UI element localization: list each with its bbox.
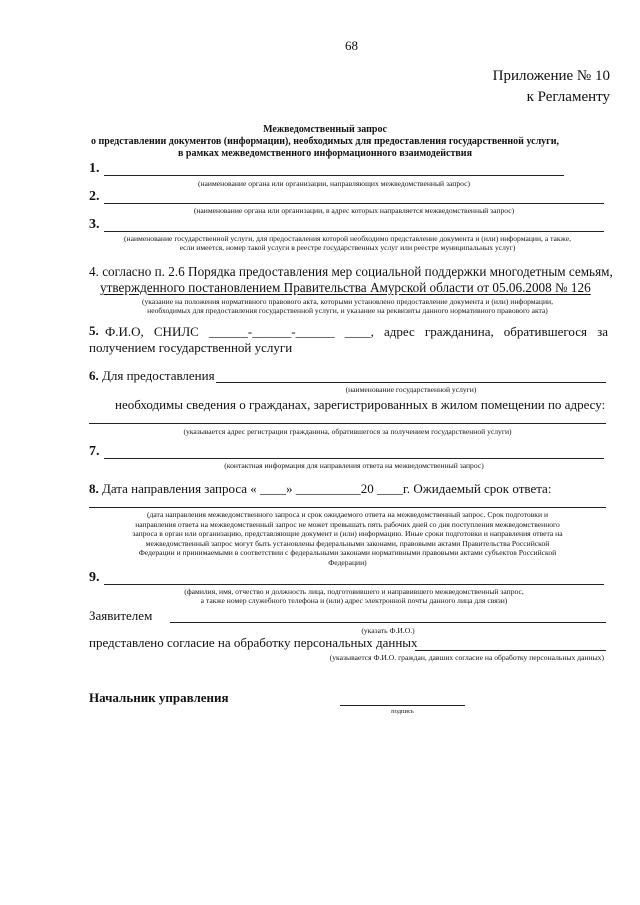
field7-line[interactable]: [104, 458, 604, 459]
field6-service-line[interactable]: [216, 382, 606, 383]
field6-line2: необходимы сведения о гражданах, зарегистрированных в жилом помещении по адресу:: [115, 397, 606, 412]
field7-caption: (контактная информация для направления ответа на межведомственный запрос): [224, 461, 484, 470]
field9-caption: [104, 587, 604, 605]
field1-caption: (наименование органа или организации, направляющих межведомственный запрос): [197, 179, 471, 188]
field8-number: 8.: [89, 481, 99, 496]
field8-caption-line: направления ответа на межведомственный запрос не может превышать пять рабочих дней со дня поступления межведомственного: [135, 519, 560, 529]
signature-line[interactable]: [340, 705, 465, 706]
title-main: Межведомственный запрос: [263, 124, 387, 135]
field9-caption-line1: (фамилия, имя, отчество и должность лица, подготовившего и направившего межведомственный запрос,: [184, 587, 524, 596]
field8-caption-line: Федерации и принимаемыми в соответствии с федеральными законами нормативными правовыми актами субъектов Российской: [138, 548, 557, 558]
document-title: [60, 124, 590, 160]
field6-address-line[interactable]: [89, 423, 606, 424]
field6-caption2: (указывается адрес регистрации гражданина, обратившегося за получением государственной услуги): [183, 427, 512, 436]
field5-line2: получением государственной услуги: [89, 340, 293, 355]
field3-caption-line2: если имеется, номер такой услуги в реестре государственных услуг или реестре муниципальных услуг): [179, 243, 516, 252]
field3-caption-line1: (наименование государственной услуги, для предоставления которой необходимо представление документа и (или) информации, а также,: [124, 234, 571, 243]
field5-number: 5.: [89, 323, 99, 338]
field3-caption: [85, 234, 610, 252]
field8-text: Дата направления запроса « ____» __________20 ____г. Ожидаемый срок ответа:: [102, 481, 552, 496]
field2-caption: (наименование органа или организации, в адрес которых направляется межведомственный запрос): [193, 206, 515, 215]
signature-position: Начальник управления: [89, 690, 229, 705]
field9-line[interactable]: [104, 584, 604, 585]
appendix-reference: к Регламенту: [526, 89, 610, 105]
field2-line[interactable]: [104, 203, 604, 204]
field8-caption-line: (дата направления межведомственного запроса и срок ожидаемого ответа на межведомственный запрос. Срок подготовки и: [146, 510, 549, 519]
field8-caption-line: запроса в орган или организацию, представляющие документ и (или) информацию. Иные сроки подготовки и направления ответа на: [132, 529, 563, 539]
appendix-header: [493, 66, 610, 108]
signature-caption: подпись: [391, 708, 414, 715]
field2-number: 2.: [89, 189, 100, 204]
applicant-caption: (указать Ф.И.О.): [361, 626, 415, 635]
consent-line[interactable]: [415, 650, 606, 651]
field1-line[interactable]: [104, 175, 564, 176]
consent-label: представлено согласие на обработку персональных данных: [89, 635, 418, 650]
field4-caption: [85, 297, 610, 315]
field9-caption-line2: а также номер служебного телефона и (или) адрес электронной почты данного лица для связи): [200, 596, 508, 605]
field4-caption-line2: необходимых для предоставления государственной услуги, и указание на реквизиты данного нормативного правового акта): [147, 306, 548, 315]
field4-line2: утвержденного постановлением Правительства Амурской области от 05.06.2008 № 126: [100, 280, 591, 295]
field6-caption1: (наименование государственной услуги): [345, 385, 477, 394]
field5-line1: Ф.И.О, СНИЛС ______-______-______ ____, адрес гражданина, обратившегося за: [105, 324, 608, 339]
field8-line[interactable]: [89, 507, 606, 508]
field6-label: Для предоставления: [102, 368, 215, 383]
field8-caption-line: Федерации): [328, 557, 367, 567]
field4-caption-line1: (указание на положения нормативного правового акта, которыми установлено предоставление документа и (или) информации,: [141, 297, 554, 306]
field3-number: 3.: [89, 217, 100, 232]
title-sub1: о представлении документов (информации), необходимых для предоставления государственной услуги,: [91, 136, 559, 147]
field7-number: 7.: [89, 444, 100, 459]
field1-number: 1.: [89, 161, 100, 176]
field9-number: 9.: [89, 570, 100, 585]
field8-caption: [85, 510, 610, 568]
applicant-line[interactable]: [170, 622, 606, 623]
field4-line1: 4. согласно п. 2.6 Порядка предоставления мер социальной поддержки многодетным семьям,: [89, 264, 613, 279]
applicant-label: Заявителем: [89, 608, 153, 623]
field8-caption-line: межведомственный запрос могут быть установлены федеральными законами, правовыми актами Правительства Российской: [145, 538, 550, 548]
consent-caption: (указывается Ф.И.О. граждан, давших согласие на обработку персональных данных): [329, 653, 604, 662]
field3-line[interactable]: [104, 231, 604, 232]
page-number: 68: [345, 38, 358, 53]
field6-number: 6.: [89, 368, 99, 383]
appendix-number: Приложение № 10: [492, 68, 610, 84]
title-sub2: в рамках межведомственного информационного взаимодействия: [178, 148, 472, 159]
